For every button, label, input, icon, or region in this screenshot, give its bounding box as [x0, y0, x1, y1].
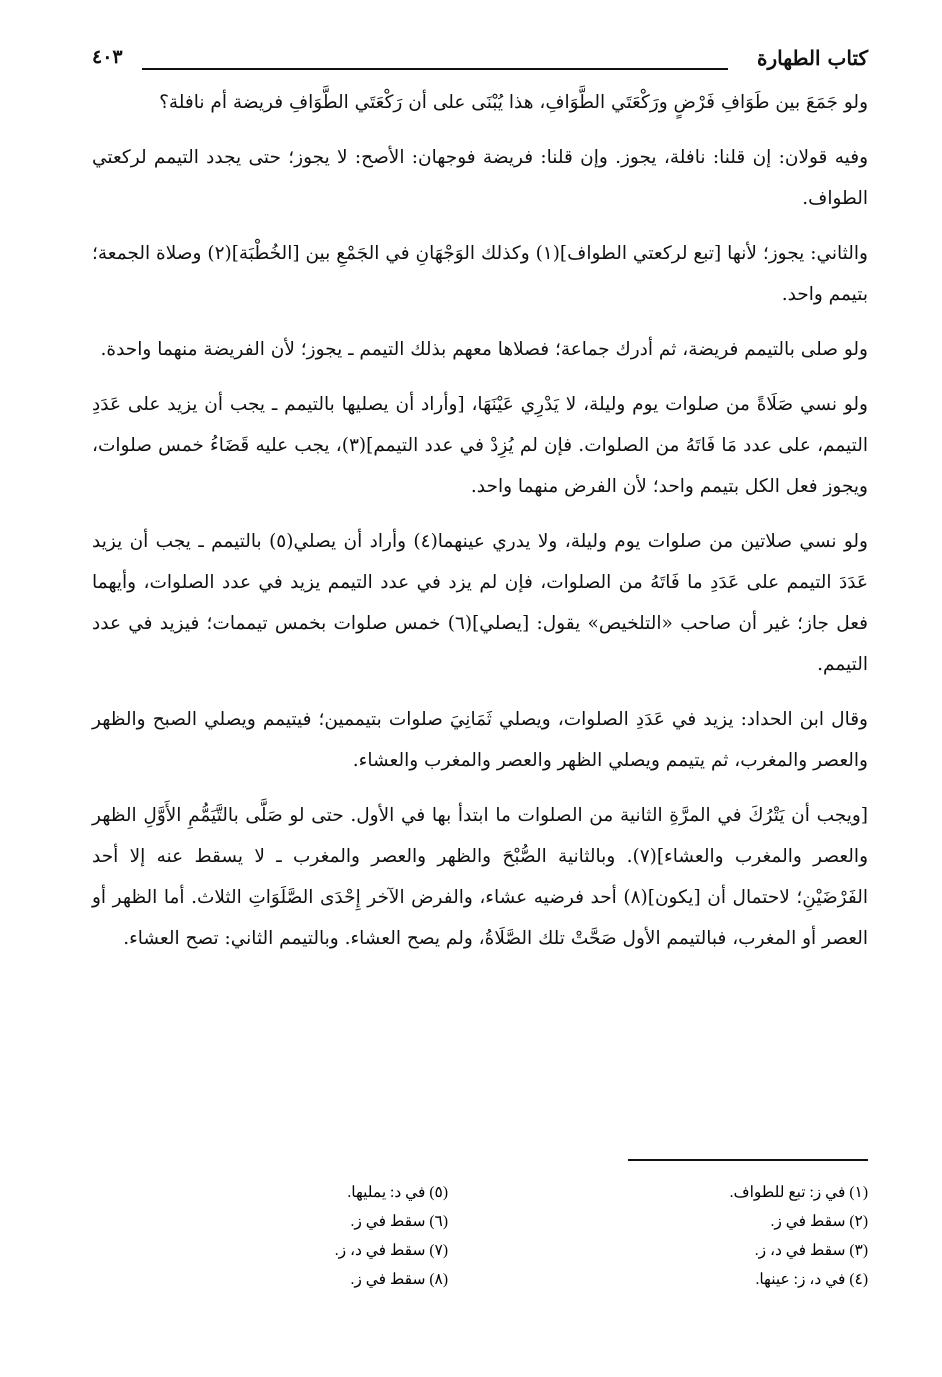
page-number: ٤٠٣ — [92, 46, 123, 68]
header-rule — [142, 68, 728, 70]
paragraph: وفيه قولان: إن قلنا: نافلة، يجوز. وإن قلنا: فريضة فوجهان: الأصح: لا يجوز؛ حتى يجدد التيمم لركعتي الطواف. — [92, 147, 868, 209]
page-header — [92, 42, 868, 82]
footnotes-column-right — [568, 1178, 868, 1294]
footnote: (٥) في د: يمليها. — [347, 1184, 448, 1201]
paragraph: [ويجب أن يَتْرُكَ في المرَّةِ الثانية من الصلوات ما ابتدأ بها في الأول. حتى لو صَلَّى بالتَّيَمُّمِ الأَوَّلِ الظهر والعصر والمغرب والعشاء](٧). وبالثانية الصُّبْحَ والظهر والعصر والمغرب ـ لا يسقط عنه إلا أحد الفَرْضَيْنِ؛ لاحتمال أن [يكون](٨) أحد فرضيه عشاء، والفرض الآخر إِحْدَى الصَّلَوَاتِ الثلاث. أما الظهر أو العصر أو المغرب، فبالتيمم الأول صَحَّتْ تلك الصَّلَاةُ، ولم يصح العشاء. وبالتيمم الثاني: تصح العشاء. — [92, 805, 869, 949]
footnote: (١) في ز: تبع للطواف. — [729, 1184, 868, 1201]
paragraph: والثاني: يجوز؛ لأنها [تبع لركعتي الطواف](١) وكذلك الوَجْهَانِ في الجَمْعِ بين [الخُطْبَة](٢) وصلاة الجمعة؛ بتيمم واحد. — [92, 243, 868, 305]
paragraph: وقال ابن الحداد: يزيد في عَدَدِ الصلوات، ويصلي ثَمَانِيَ صلوات بتيممين؛ فيتيمم ويصلي الصبح والظهر والعصر والمغرب، ثم يتيمم ويصلي الظهر والعصر والمغرب والعشاء. — [92, 709, 868, 771]
footnote: (٤) في د، ز: عينها. — [755, 1271, 868, 1288]
footnote: (٧) سقط في د، ز. — [334, 1242, 448, 1259]
main-text — [92, 82, 868, 959]
footnote: (٢) سقط في ز. — [770, 1213, 868, 1230]
footnote: (٨) سقط في ز. — [350, 1271, 448, 1288]
paragraph: ولو جَمَعَ بين طَوَافِ فَرْضٍ ورَكْعَتَي الطَّوَافِ، هذا يُبْنَى على أن رَكْعَتَي الطَّوَافِ فريضة أم نافلة؟ — [159, 92, 868, 113]
footnote: (٣) سقط في د، ز. — [754, 1242, 868, 1259]
footnote-separator — [628, 1159, 868, 1161]
footnotes-column-left — [148, 1178, 448, 1294]
chapter-title: كتاب الطهارة — [757, 46, 868, 70]
paragraph: ولو نسي صلاتين من صلوات يوم وليلة، ولا يدري عينهما(٤) وأراد أن يصلي(٥) بالتيمم ـ يجب أن يزيد عَدَدَ التيمم على عَدَدِ ما فَاتَهُ من الصلوات، فإن لم يزد في عدد التيمم يزيد في عدد الصلوات، وأيهما فعل جاز؛ غير أن صاحب «التلخيص» يقول: [يصلي](٦) خمس صلوات بخمس تيممات؛ فيزيد في عدد التيمم. — [92, 531, 868, 675]
paragraph: ولو نسي صَلَاةً من صلوات يوم وليلة، لا يَدْرِي عَيْنَهَا، [وأراد أن يصليها بالتيمم ـ يجب أن يزيد على عَدَدِ التيمم، على عدد مَا فَاتَهُ من الصلوات. فإن لم يُزِدْ في عدد التيمم](٣)، يجب عليه قَضَاءُ خمس صلوات، ويجوز فعل الكل بتيمم واحد؛ لأن الفرض منهما واحد. — [92, 394, 868, 497]
paragraph: ولو صلى بالتيمم فريضة، ثم أدرك جماعة؛ فصلاها معهم بذلك التيمم ـ يجوز؛ لأن الفريضة منهما واحدة. — [100, 339, 868, 360]
footnote: (٦) سقط في ز. — [350, 1213, 448, 1230]
